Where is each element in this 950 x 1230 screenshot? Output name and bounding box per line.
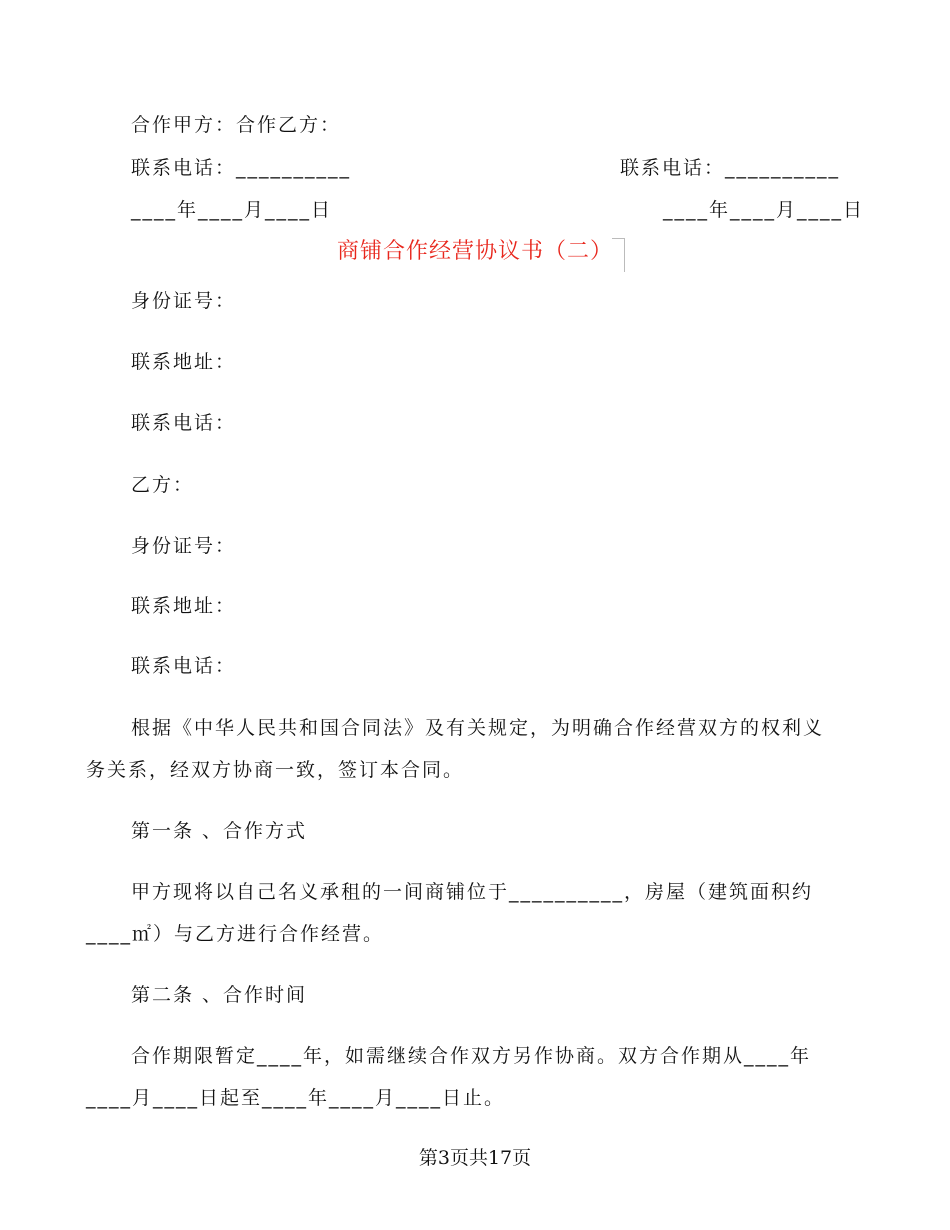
title-corner-mark-top (612, 238, 624, 239)
article-1-line-2: ____㎡）与乙方进行合作经营。 (86, 923, 385, 945)
signature-phone-right: 联系电话：__________ (620, 157, 841, 179)
party-a-phone: 联系电话： (131, 412, 237, 434)
signature-phone-left: 联系电话：__________ (131, 157, 352, 179)
signature-parties: 合作甲方：合作乙方： (131, 114, 342, 136)
document-title: 商铺合作经营协议书（二） (336, 239, 613, 264)
signature-date-right: ____年____月____日 (663, 199, 865, 221)
party-b-id: 身份证号： (131, 535, 237, 557)
party-b-label: 乙方： (131, 474, 195, 496)
article-1-line-1: 甲方现将以自己名义承租的一间商铺位于__________，房屋（建筑面积约 (131, 881, 814, 903)
page-number: 第3页共17页 (418, 1147, 532, 1169)
party-a-id: 身份证号： (131, 290, 237, 312)
article-2-line-2: ____月____日起至____年____月____日止。 (86, 1087, 506, 1109)
signature-date-left: ____年____月____日 (131, 199, 333, 221)
article-2-heading: 第二条 、合作时间 (131, 984, 308, 1006)
intro-line-2: 务关系，经双方协商一致，签订本合同。 (86, 759, 465, 781)
title-corner-mark (624, 238, 625, 272)
intro-line-1: 根据《中华人民共和国合同法》及有关规定，为明确合作经营双方的权利义 (131, 717, 825, 739)
article-2-line-1: 合作期限暂定____年，如需继续合作双方另作协商。双方合作期从____年 (131, 1045, 812, 1067)
party-b-address: 联系地址： (131, 595, 237, 617)
party-a-address: 联系地址： (131, 351, 237, 373)
article-1-heading: 第一条 、合作方式 (131, 820, 308, 842)
party-b-phone: 联系电话： (131, 655, 237, 677)
